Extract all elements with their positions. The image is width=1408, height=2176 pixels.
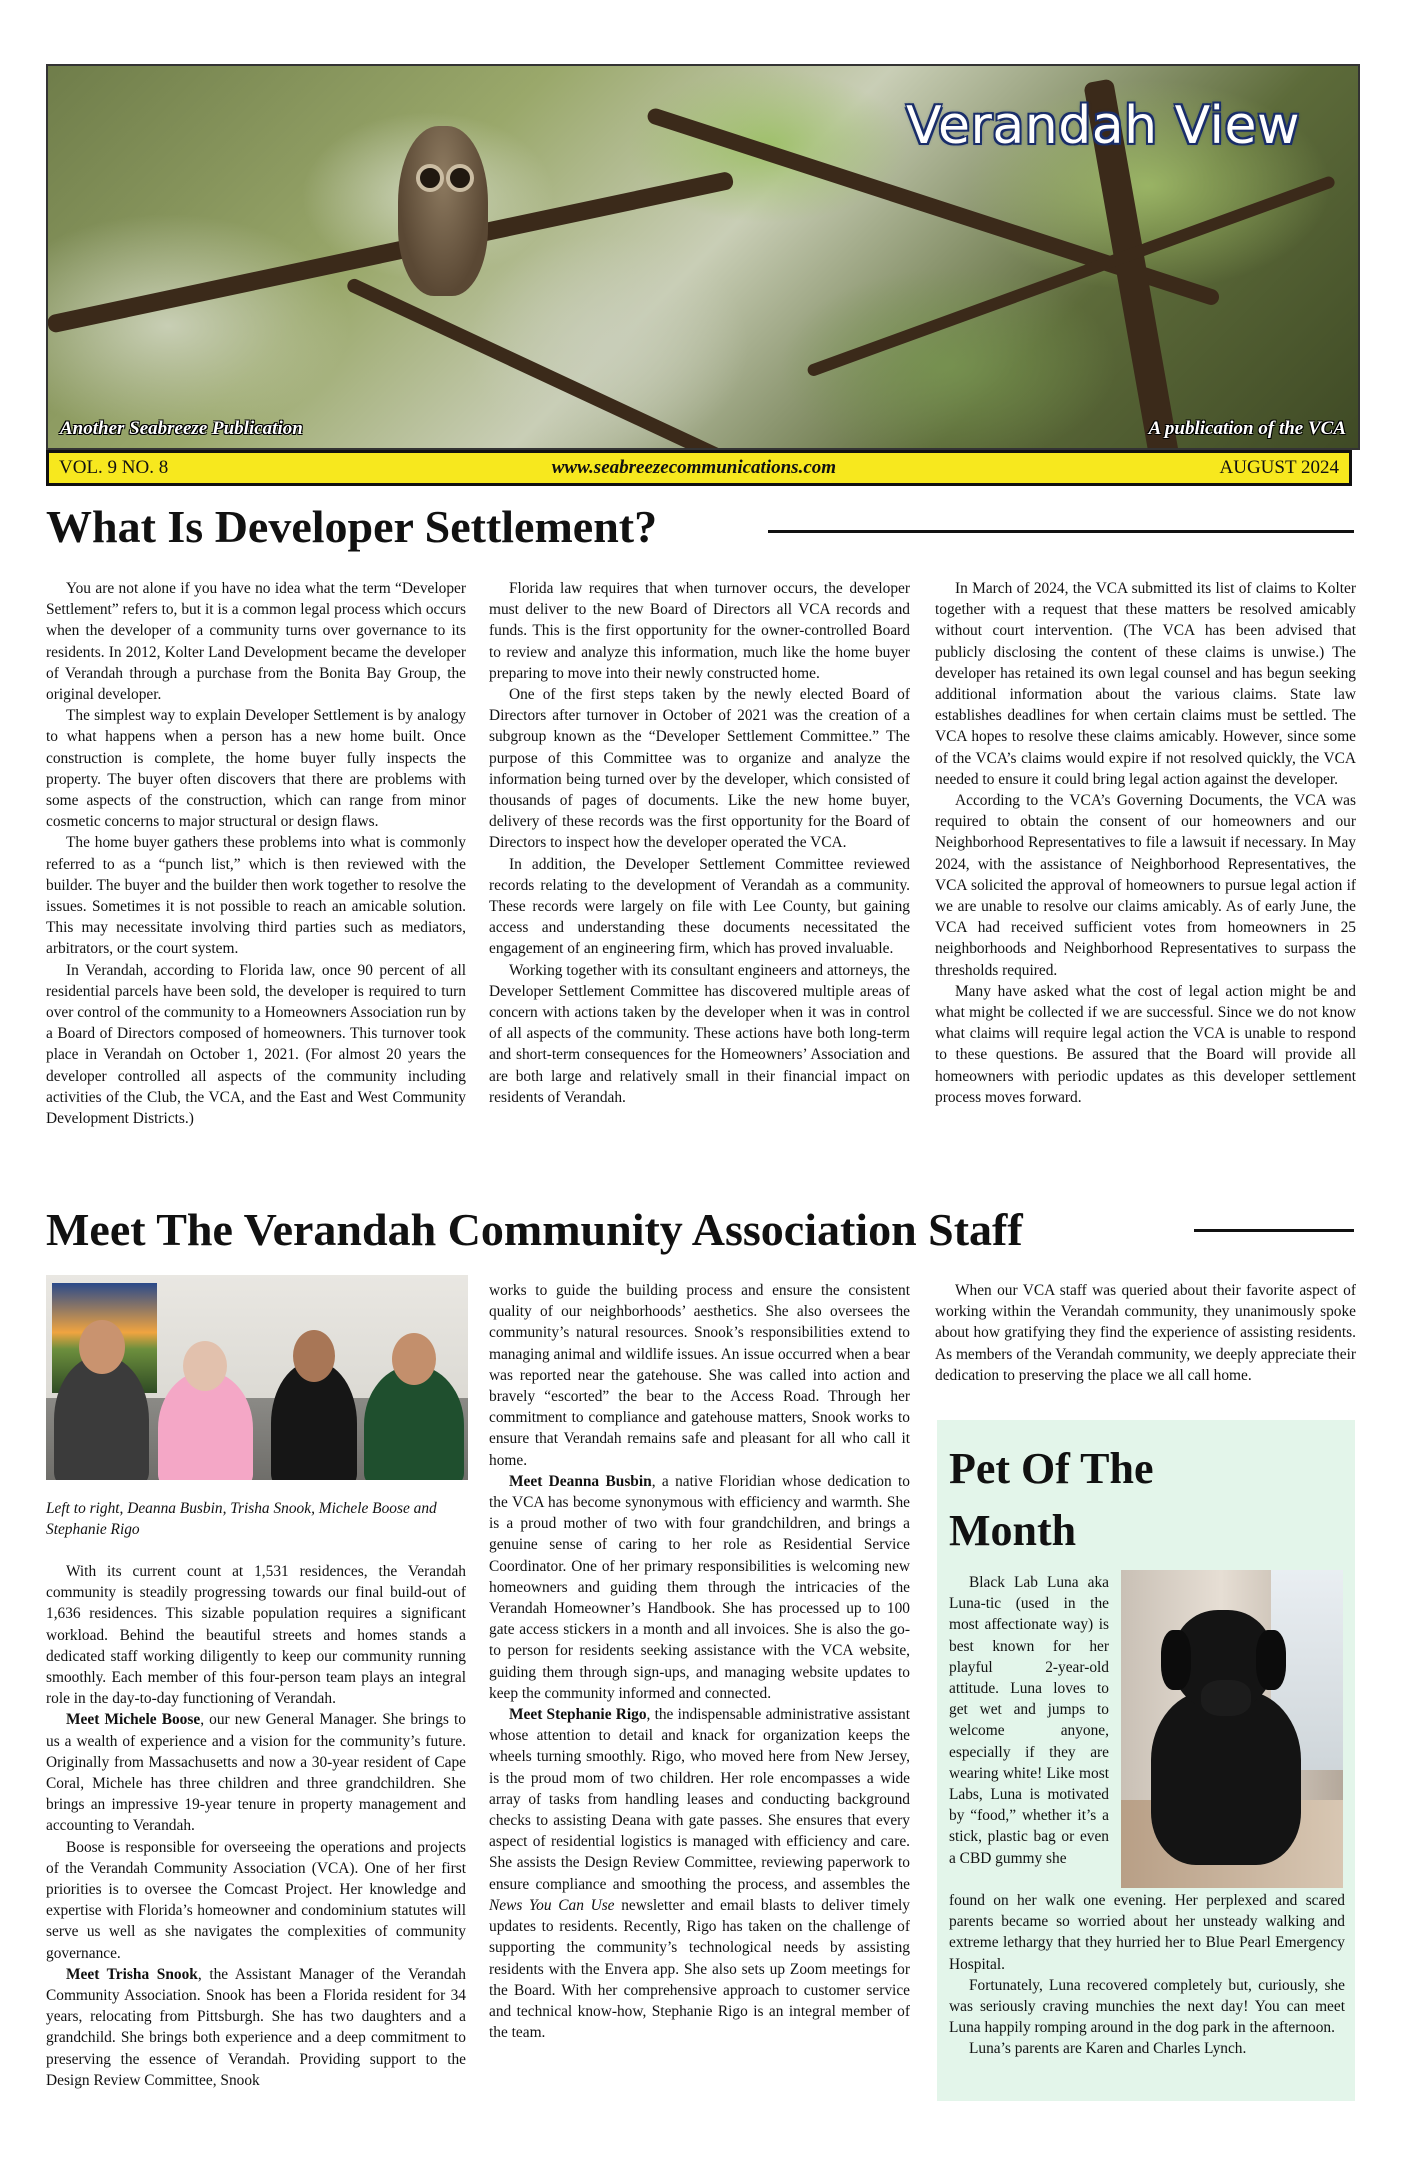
paragraph-text: , our new General Manager. She brings to us a wealth of experience and a vision for the community’s future. Originally from Massachusetts and now a 30-year resident of Cape Coral, Michele has three children and three grandchildren. She brings an impressive 19-year tenure in property management and accounting to Verandah.	[46, 1711, 467, 1835]
masthead-left-tag: Another Seabreeze Publication	[60, 418, 303, 439]
article1-column-2	[489, 578, 910, 1108]
pet-title-line: Pet Of The	[949, 1444, 1154, 1493]
masthead-right-tag: A publication of the VCA	[1148, 418, 1346, 439]
paragraph	[46, 1964, 466, 2091]
pet-side-text	[949, 1572, 1109, 1869]
article-headline-developer-settlement: What Is Developer Settlement?	[46, 501, 658, 552]
paragraph: In addition, the Developer Settlement Committee reviewed records relating to the development of Verandah as a community. These records were largely on file with Lee County, but gaining access and understanding these documents necessitated the engagement of an engineering firm, which has proved invaluable.	[489, 855, 910, 958]
staff-name-busbin: Meet Deanna Busbin	[509, 1472, 652, 1490]
pet-body-text	[949, 1890, 1345, 2060]
staff-name-snook: Meet Trisha Snook	[66, 1965, 198, 1983]
pet-of-the-month-box	[937, 1420, 1355, 2101]
paragraph	[489, 1471, 910, 1704]
paragraph: In March of 2024, the VCA submitted its list of claims to Kolter together with a request that these matters be resolved amicably without court intervention. (The VCA has been advised that publicly disclosing the content of these claims is unwise.) The developer has retained its own legal counsel and has begun seeking additional information about the various claims. State law establishes deadlines for when certain claims must be settled. The VCA hopes to resolve these claims amicably. However, since some of the VCA’s claims would expire if not resolved quickly, the VCA needed to ensure it could bring legal action against the developer.	[935, 580, 1356, 788]
paragraph	[46, 1709, 466, 1836]
paragraph-text: , the Assistant Manager of the Verandah Community Association. Snook has been a Florida resident for 34 years, relocating from Pittsburgh. She has two daughters and a grandchild. She brings both experience and a deep commitment to preserving the essence of Verandah. Providing support to the Design Review Committee, Snook	[46, 1965, 466, 2089]
paragraph: When our VCA staff was queried about their favorite aspect of working within the Verandah community, they unanimously spoke about how gratifying they find the experience of assisting residents. As members of the Verandah community, we deeply appreciate their dedication to preserving the place we all call home.	[935, 1282, 1356, 1384]
paragraph: Fortunately, Luna recovered completely but, curiously, she was seriously craving munchies the next day! You can meet Luna happily romping around in the dog park in the afternoon.	[949, 1976, 1345, 2037]
issue-date: AUGUST 2024	[1219, 457, 1339, 478]
paragraph: Luna’s parents are Karen and Charles Lynch.	[969, 2040, 1247, 2058]
paragraph: found on her walk one evening. Her perplexed and scared parents became so worried about her unsteady walking and extreme lethargy that they hurried her to Blue Pearl Emergency Hospital.	[949, 1892, 1345, 1973]
paragraph: According to the VCA’s Governing Documents, the VCA was required to obtain the consent of our homeowners and our Neighborhood Representatives to file a lawsuit if necessary. In May 2024, with the assistance of Neighborhood Representatives, the VCA solicited the approval of homeowners to pursue legal action if we are unable to resolve our claims amicably. As of early June, the VCA had received sufficient votes from homeowners in 25 neighborhoods and Neighborhood Representatives to surpass the thresholds required.	[935, 792, 1356, 979]
newsletter-name: News You Can Use	[489, 1896, 615, 1914]
headline-rule	[768, 530, 1354, 533]
paragraph: With its current count at 1,531 residences, the Verandah community is steadily progressing towards our final build-out of 1,636 residences. This sizable population requires a significant workload. Behind the beautiful streets and homes stands a dedicated staff working diligently to keep our community running smoothly. Each member of this four-person team plays an integral role in the day-to-day functioning of Verandah.	[46, 1563, 466, 1708]
paragraph-text: , the indispensable administrative assistant whose attention to detail and knack for organization keeps the wheels turning smoothly. Rigo, who moved here from New Jersey, is the proud mom of two children. Her role encompasses a wide array of tasks from handling leases and conducting background checks to assisting Deana with gate passes. She ensures that every aspect of residential logistics is managed with efficiency and care. She assists the Design Review Committee, reviewing paperwork to ensure compliance and smoothing the process, and assembles the	[489, 1706, 910, 1893]
article-headline-staff: Meet The Verandah Community Association Staff	[46, 1204, 1023, 1255]
dog-photo	[1121, 1570, 1343, 1888]
masthead-photo	[46, 64, 1360, 450]
article2-column-3	[935, 1280, 1356, 1386]
photo-caption: Left to right, Deanna Busbin, Trisha Snook, Michele Boose and Stephanie Rigo	[46, 1500, 437, 1538]
owl-image	[398, 126, 488, 296]
paragraph: You are not alone if you have no idea what the term “Developer Settlement” refers to, but it is a common legal process which occurs when the developer of a community turns over governance to its residents. In 2012, Kolter Land Development became the developer of Verandah through a purchase from the Bonita Bay Group, the original developer.	[46, 580, 466, 704]
article2-column-2	[489, 1280, 910, 2043]
paragraph: Boose is responsible for overseeing the operations and projects of the Verandah Community Association (VCA). One of her first priorities is to oversee the Comcast Project. Her knowledge and expertise with Florida’s homeowner and condominium statutes will serve us well as she navigates the complexities of community governance.	[46, 1838, 466, 1962]
paragraph	[489, 1704, 910, 2043]
paragraph: In Verandah, according to Florida law, once 90 percent of all residential parcels have been sold, the developer is required to turn over control of the community to a Homeowners Association run by a Board of Directors composed of homeowners. This turnover took place in Verandah on October 1, 2021. (For almost 20 years the developer controlled all aspects of the community including activities of the Club, the VCA, and the East and West Community Development Districts.)	[46, 961, 466, 1128]
paragraph: The home buyer gathers these problems into what is commonly referred to as a “punch list,” which is then reviewed with the builder. The buyer and the builder then work together to resolve the issues. Sometimes it is not possible to reach an amicable solution. This may necessitate involving third parties such as mediators, arbitrators, or the court system.	[46, 834, 466, 958]
paragraph: works to guide the building process and ensure the consistent quality of our neighborhoods’ aesthetics. She also oversees the community’s natural resources. Snook’s responsibilities extend to managing animal and wildlife issues. An issue occurred when a bear was reported near the gatehouse. She was called into action and bravely “escorted” the bear to the Access Road. Through her commitment to compliance and gatehouse matters, Snook works to ensure that Verandah remains safe and pleasant for all who call it home.	[489, 1282, 910, 1469]
pet-title-line: Month	[949, 1506, 1077, 1555]
staff-photo	[46, 1275, 468, 1480]
website-link[interactable]: www.seabreezecommunications.com	[551, 457, 837, 478]
paragraph-text: newsletter and email blasts to deliver timely updates to residents. Recently, Rigo has taken on the challenge of supporting the community’s technological needs by assisting residents with the Envera app. She also sets up Zoom meetings for the Board. With her comprehensive approach to customer service and technical know-how, Stephanie Rigo is an integral member of the team.	[489, 1896, 910, 2042]
masthead-title: Verandah View	[906, 96, 1300, 156]
paragraph: The simplest way to explain Developer Settlement is by analogy to what happens when a person has a new home built. Once construction is complete, the home buyer fully inspects the property. The buyer often discovers that there are problems with some aspects of the construction, which can range from minor cosmetic concerns to major structural or design flaws.	[46, 707, 466, 831]
headline-rule	[1194, 1229, 1354, 1232]
pet-title	[949, 1438, 1154, 1562]
paragraph: Many have asked what the cost of legal action might be and what might be collected if we are successful. Since we do not know what claims will require legal action the VCA is unable to respond to these questions. Be assured that the Board will provide all homeowners with periodic updates as this developer settlement process moves forward.	[935, 982, 1356, 1106]
issue-bar	[46, 450, 1352, 486]
staff-name-boose: Meet Michele Boose	[66, 1711, 201, 1729]
paragraph-text: , a native Floridian whose dedication to the VCA has become synonymous with efficiency and warmth. She is a proud mother of two with four grandchildren, and brings a genuine sense of caring to her role as Residential Service Coordinator. One of her primary responsibilities is welcoming new homeowners and guiding them through the intricacies of the Verandah Homeowner’s Handbook. She has processed up to 100 gate access stickers in a month and all invoices. She is also the go-to person for residents seeking assistance with the VCA website, guiding them through sign-ups, and managing website updates to keep the community informed and connected.	[489, 1472, 910, 1702]
paragraph: Black Lab Luna aka Luna-tic (used in the most affectionate way) is best known for her playful 2-year-old attitude. Luna loves to get wet and jumps to welcome anyone, especially if they are wearing white! Like most Labs, Luna is motivated by “food,” whether it’s a stick, plastic bag or even a CBD gummy she	[949, 1574, 1109, 1867]
staff-name-rigo: Meet Stephanie Rigo	[509, 1706, 647, 1724]
article1-column-3	[935, 578, 1356, 1108]
issue-volume: VOL. 9 NO. 8	[59, 457, 169, 478]
paragraph: One of the first steps taken by the newly elected Board of Directors after turnover in October of 2021 was the creation of a subgroup known as the “Developer Settlement Committee.” The purpose of this Committee was to organize and analyze the information being turned over by the developer, which consisted of thousands of pages of documents. Like the new home buyer, delivery of these records was the first opportunity for the Board of Directors to inspect how the developer operated the VCA.	[489, 686, 910, 852]
paragraph: Working together with its consultant engineers and attorneys, the Developer Settlement Committee has discovered multiple areas of concern with actions taken by the developer when it was in control of all aspects of the community. These actions have both long-term and short-term consequences for the Homeowners’ Association and are both large and relatively small in their financial impact on residents of Verandah.	[489, 961, 910, 1106]
article2-column-1	[46, 1561, 466, 2091]
article1-column-1	[46, 578, 466, 1129]
paragraph: Florida law requires that when turnover occurs, the developer must deliver to the new Board of Directors all VCA records and funds. This is the first opportunity for the owner-controlled Board to review and analyze this information, much like the home buyer preparing to move into their newly constructed home.	[489, 580, 910, 682]
